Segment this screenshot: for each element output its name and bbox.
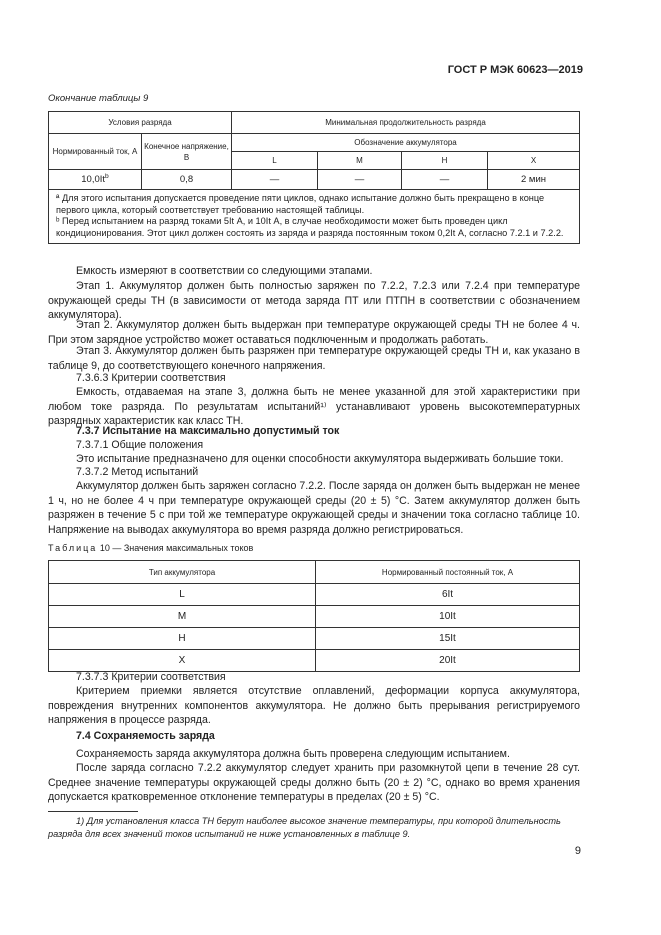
subsection-7363: 7.3.6.3 Критерии соответствия	[76, 372, 226, 384]
class-l: L	[232, 152, 318, 170]
paragraph: Емкость, отдаваемая на этапе 3, должна быть не менее указанной для этой характеристики при любом токе разряда. По результатам испытаний¹⁾ устанавливают уровень высокотемпературных разрядных характеристик как класс TH.	[48, 386, 580, 428]
footnote-divider	[48, 811, 138, 812]
col-current: Нормированный постоянный ток, А	[316, 561, 580, 584]
paragraph: Сохраняемость заряда аккумулятора должна быть проверена следующим испытанием.	[76, 748, 510, 760]
paragraph-stage-2: Этап 2. Аккумулятор должен быть выдержан при температуре окружающей среды TH не более 4 ч. При этом зарядное устройство может оставаться подключенным и продолжать работать.	[48, 319, 580, 346]
table-9	[48, 111, 580, 244]
class-x: X	[488, 152, 580, 170]
col-end-voltage: Конечное напряжение, В	[142, 134, 232, 170]
row-current: 10,0It$^b$	[49, 170, 142, 190]
row-value-m: —	[318, 170, 402, 190]
note-a: ª Для этого испытания допускается проведение пяти циклов, однако испытание должно быть прекращено в конце первого цикла, который соответствует требованию настоящей таблицы.	[56, 193, 545, 215]
page-number: 9	[574, 845, 581, 857]
col-designation: Обозначение аккумулятора	[232, 134, 580, 152]
document-header: ГОСТ Р МЭК 60623—2019	[447, 64, 583, 76]
class-h: H	[402, 152, 488, 170]
paragraph: Это испытание предназначено для оценки способности аккумулятора выдерживать большие токи.	[76, 453, 564, 465]
note-b: ᵇ Перед испытанием на разряд токами 5It А, и 10It А, в случае необходимости может быть проведен цикл кондиционирования. Этот цикл должен состоять из заряда и разряда постоянным током 0,2It А, согласно 7.2.1 и 7.2.2.	[56, 216, 564, 238]
paragraph: Емкость измеряют в соответствии со следующими этапами.	[76, 265, 373, 277]
table-row: X 20It	[49, 650, 580, 672]
paragraph-test-method: Аккумулятор должен быть заряжен согласно 7.2.2. После заряда он должен быть выдержан не менее 1 ч, но не более 4 ч при температуре окружающей среды (20 ± 5) °С. Затем аккумулятор должен быть разряжен в течение 5 с при той же температуре окружающей среды и значении тока согласно таблице 10. Напряжение на выводах аккумулятора во время разряда должно регистрироваться.	[48, 480, 580, 536]
table-row: H 15It	[49, 628, 580, 650]
section-74-title: 7.4 Сохраняемость заряда	[76, 730, 215, 742]
subsection-7373: 7.3.7.3 Критерии соответствия	[76, 671, 226, 683]
table-row: L 6It	[49, 584, 580, 606]
row-value-h: —	[402, 170, 488, 190]
paragraph-acceptance: Критерием приемки является отсутствие оплавлений, деформации корпуса аккумулятора, повреждения внутренних компонентов аккумулятора. Не должно быть прерывания регистрируемого напряжения в процессе разряда.	[48, 685, 580, 727]
col-type: Тип аккумулятора	[49, 561, 316, 584]
section-737-title: 7.3.7 Испытание на максимально допустимый ток	[76, 425, 340, 437]
subsection-7372: 7.3.7.2 Метод испытаний	[76, 466, 199, 478]
row-value-l: —	[232, 170, 318, 190]
col-min-duration: Минимальная продолжительность разряда	[232, 112, 580, 134]
table-row: M 10It	[49, 606, 580, 628]
paragraph-stage-1: Этап 1. Аккумулятор должен быть полностью заряжен по 7.2.2, 7.2.3 или 7.2.4 при температуре окружающей среды TH (в зависимости от метода заряда ПТ или ПТПН в соответствии с обозначением аккумулятора).	[48, 280, 580, 322]
col-rated-current: Нормированный ток, А	[49, 134, 142, 170]
class-m: M	[318, 152, 402, 170]
paragraph-stage-3: Этап 3. Аккумулятор должен быть разряжен при температуре окружающей среды TH и, как указано в таблице 9, до соответствующего конечного напряжения.	[48, 345, 580, 372]
subsection-7371: 7.3.7.1 Общие положения	[76, 439, 204, 451]
table10-caption: Таблица 10 — Значения максимальных токов	[48, 543, 254, 553]
col-conditions: Условия разряда	[49, 112, 232, 134]
table-notes	[49, 190, 580, 244]
row-value-x: 2 мин	[488, 170, 580, 190]
table-10	[48, 560, 580, 672]
row-voltage: 0,8	[142, 170, 232, 190]
paragraph-storage: После заряда согласно 7.2.2 аккумулятор следует хранить при разомкнутой цепи в течение 28 сут. Среднее значение температуры окружающей среды должно быть (20 ± 2) °С, однако во время хранения допускается кратковременное отклонение температуры в пределах (20 ± 5) °С.	[48, 762, 580, 804]
table9-caption: Окончание таблицы 9	[48, 93, 149, 104]
footnote: 1) Для установления класса TH берут наиболее высокое значение температуры, при которой длительность разряда для всех значений токов испытаний не ниже установленных в таблице 9.	[48, 816, 561, 839]
